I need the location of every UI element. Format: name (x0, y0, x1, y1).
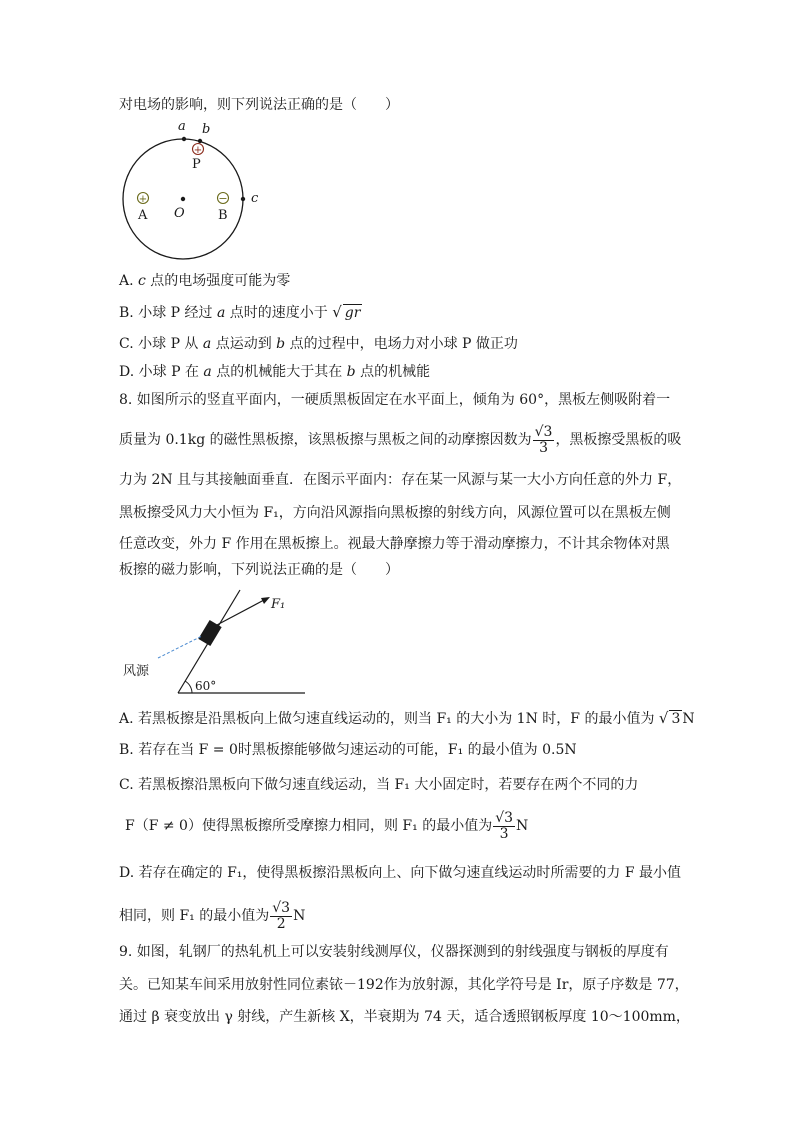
wind-source-label: 风源 (123, 664, 150, 679)
q8-stem-line2: 质量为 0.1kg 的磁性黑板擦，该黑板擦与黑板之间的动摩擦因数为 $\frac{√3}{3}$ ，黑板擦受黑板的吸 (119, 423, 682, 456)
force-f1-arrow (215, 600, 264, 626)
q8-stem-line1: 8. 如图所示的竖直平面内，一硬质黑板固定在水平面上，倾角为 60°，黑板左侧吸附着一 (119, 392, 671, 408)
q7-option-c: C. 小球 P 从 a 点运动到 b 点的过程中，电场力对小球 P 做正功 (119, 336, 518, 352)
ball-p-sign: + (193, 145, 203, 156)
charge-a-sign: + (138, 194, 148, 205)
q8-stem-line6: 板擦的磁力影响，下列说法正确的是（ ） (119, 562, 399, 578)
q8-option-a: A. 若黑板擦是沿黑板向上做匀速直线运动的，则当 F₁ 的大小为 1N 时，F 的最小值为 √ 3 N (119, 709, 695, 727)
q9-stem-line2: 关。已知某车间采用放射性同位素铱－192作为放射源，其化学符号是 Ir，原子序数是 77， (119, 977, 689, 993)
label-c: c (251, 191, 259, 206)
label-O: O (174, 206, 185, 221)
force-f1-arrowhead (261, 597, 270, 604)
q8-stem-line3: 力为 2N 且与其接触面垂直．在图示平面内：存在某一风源与某一大小方向任意的外力 F， (119, 472, 682, 488)
label-B: B (218, 208, 228, 223)
angle-label: 60° (195, 679, 217, 693)
q8-stem-line5: 任意改变，外力 F 作用在黑板擦上。视最大静摩擦力等于滑动摩擦力，不计其余物体对黑 (119, 536, 670, 552)
q7-option-b: B. 小球 P 经过 a 点时的速度小于 √ gr (119, 303, 361, 321)
q9-stem-line3: 通过 β 衰变放出 γ 射线，产生新核 X，半衰期为 74 天，适合透照钢板厚度 10～100mm， (119, 1009, 690, 1025)
label-A: A (138, 208, 148, 223)
q8-option-d-line2: 相同，则 F₁ 的最小值为 $\frac{√3}{2}$ N (119, 899, 306, 932)
q7-stem-tail: 对电场的影响，则下列说法正确的是（ ） (119, 97, 399, 113)
point-a-dot (182, 137, 186, 141)
q8-option-c-line2: F（F ≠ 0）使得黑板擦所受摩擦力相同，则 F₁ 的最小值为 $\frac{√3}{3}$ N (125, 809, 529, 842)
charge-b-sign: − (218, 192, 228, 205)
q8-figure (118, 586, 318, 700)
q9-stem-line1: 9. 如图，轧钢厂的热轧机上可以安装射线测厚仪，仪器探测到的射线强度与钢板的厚度有 (119, 944, 669, 960)
center-o-dot (181, 197, 185, 201)
label-b: b (202, 122, 211, 137)
force-f1-label: F₁ (271, 597, 286, 612)
option-d-fraction: $\frac{√3}{2}$ (272, 899, 291, 932)
angle-arc (185, 681, 192, 693)
option-c-fraction: $\frac{√3}{3}$ (495, 809, 514, 842)
q7-figure (118, 118, 268, 263)
label-a: a (178, 119, 186, 134)
q8-stem-line4: 黑板擦受风力大小恒为 F₁，方向沿风源指向黑板擦的射线方向，风源位置可以在黑板左侧 (119, 505, 671, 521)
friction-coefficient-fraction: $\frac{√3}{3}$ (534, 423, 553, 456)
q8-option-d-line1: D. 若存在确定的 F₁，使得黑板擦沿黑板向上、向下做匀速直线运动时所需要的力 F 最小值 (119, 865, 682, 881)
point-b-dot (198, 139, 202, 143)
q7-option-a: A. c 点的电场强度可能为零 (119, 273, 291, 289)
label-p: P (192, 157, 201, 172)
q8-option-b: B. 若存在当 F = 0时黑板擦能够做匀速运动的可能，F₁ 的最小值为 0.5N (119, 742, 577, 758)
q8-option-c-line1: C. 若黑板擦沿黑板向下做匀速直线运动，当 F₁ 大小固定时，若要存在两个不同的力 (119, 777, 639, 793)
point-c-dot (241, 197, 245, 201)
wind-ray (158, 636, 202, 658)
q7-option-d: D. 小球 P 在 a 点的机械能大于其在 b 点的机械能 (119, 364, 431, 380)
